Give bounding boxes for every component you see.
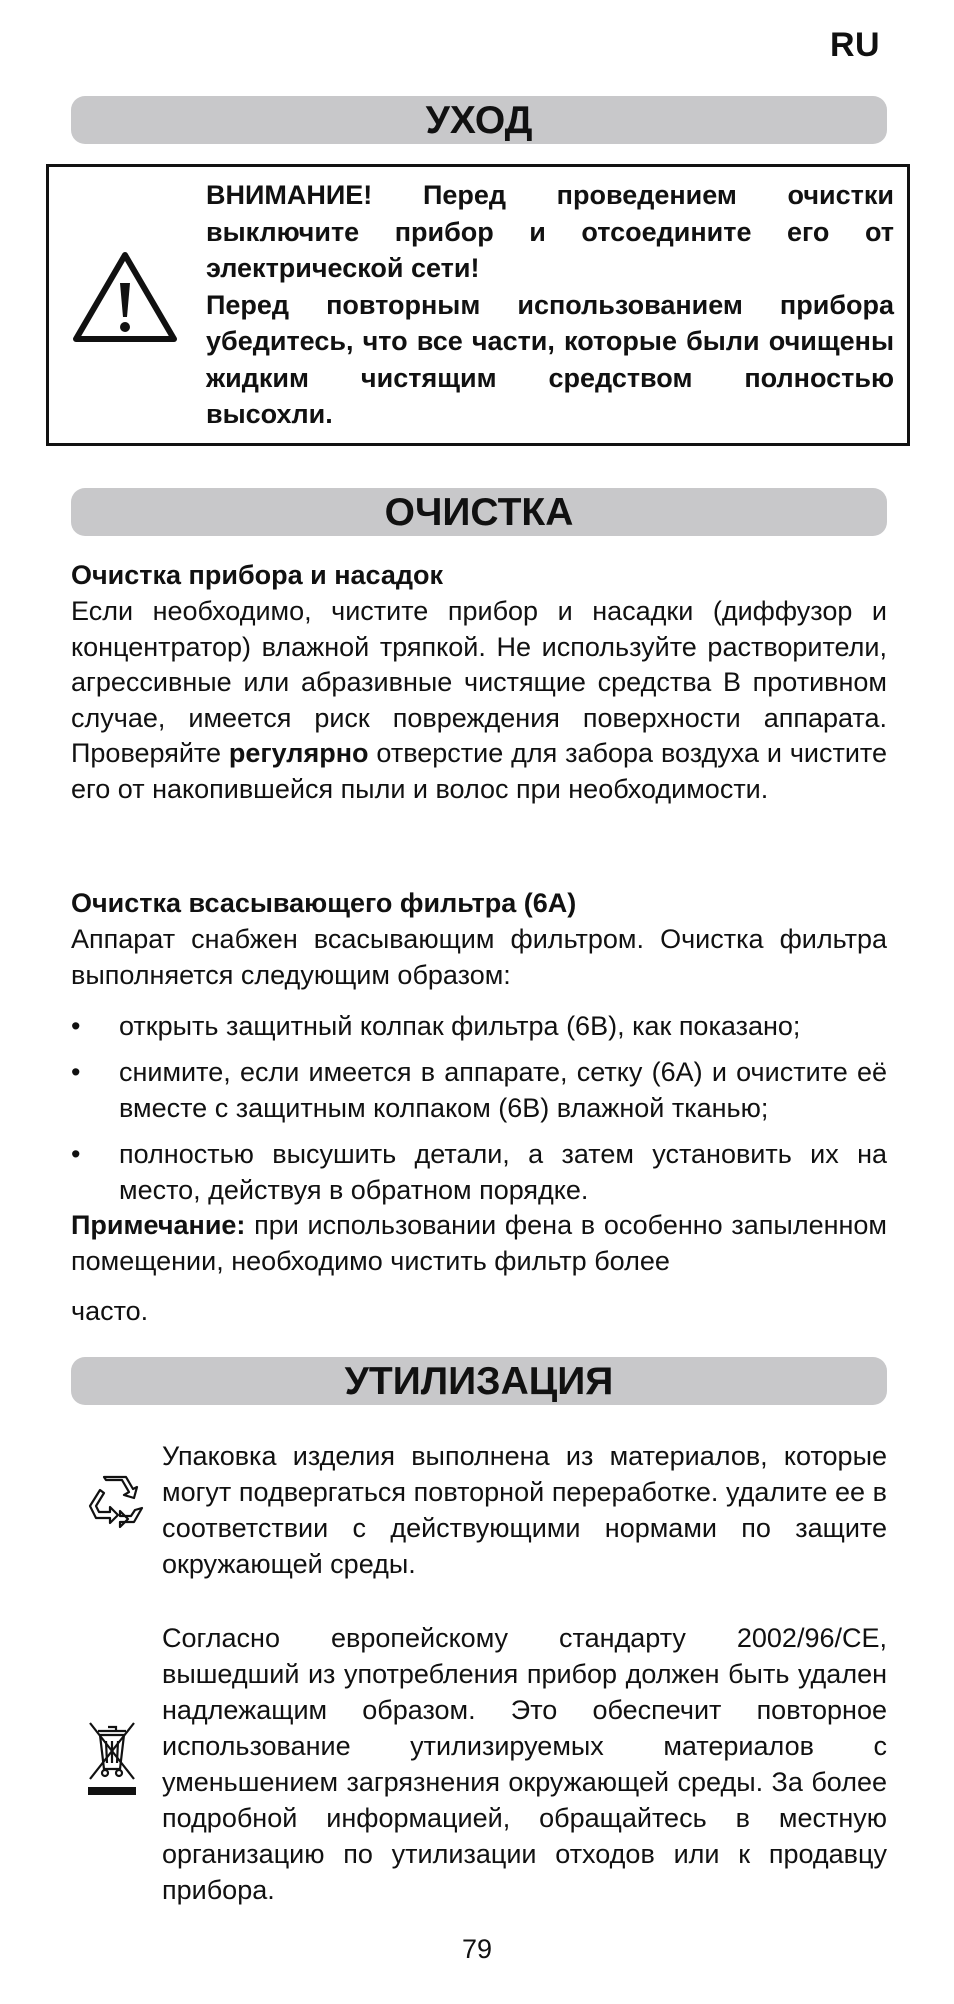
list-item-text: полностью высушить детали, а затем установить их на место, действуя в обратном порядке. (119, 1139, 887, 1205)
section-title-disposal: УТИЛИЗАЦИЯ (71, 1357, 887, 1405)
list-item-text: открыть защитный колпак фильтра (6B), как показано; (119, 1011, 801, 1041)
warning-line-2: Перед повторным использованием прибора убедитесь, что все части, которые были очищены жидким чистящим средством полностью высохли. (206, 289, 894, 429)
device-cleaning-text-end: отверстие для забора воздуха и чистите его от накопившейся пыли и волос при необходимости. (71, 738, 887, 804)
subheading-filter-cleaning: Очистка всасывающего фильтра (6А) (71, 888, 577, 918)
bullet-icon: • (71, 1011, 81, 1041)
note-label: Примечание: (71, 1210, 246, 1240)
warning-line-1: ВНИМАНИЕ! Перед проведением очистки выключите прибор и отсоедините его от электрической сети! (206, 180, 894, 283)
packaging-paragraph: Упаковка изделия выполнена из материалов, которые могут подвергаться повторной переработке. удалите ее в соответствии с действующими нормами по защите окружающей среды. (162, 1441, 887, 1579)
filter-intro-paragraph: Аппарат снабжен всасывающим фильтром. Очистка фильтра выполняется следующим образом: (71, 924, 887, 990)
recycle-icon (84, 1474, 144, 1532)
bullet-icon: • (71, 1057, 81, 1087)
list-item (71, 1054, 887, 1126)
warning-triangle-icon (71, 249, 179, 345)
subheading-device-cleaning: Очистка прибора и насадок (71, 560, 444, 590)
page-number: 79 (461, 1934, 493, 1964)
list-item (71, 1136, 887, 1208)
emphasis-regularly: регулярно (228, 738, 369, 768)
list-item (71, 1008, 887, 1044)
list-item-text: снимите, если имеется в аппарате, сетку (6A) и очистите её вместе с защитным колпаком (6B) влажной тканью; (119, 1057, 887, 1123)
language-code: RU (830, 26, 881, 64)
device-cleaning-text: Если необходимо, чистите прибор и насадки (диффузор и концентратор) влажной тряпкой. Не используйте растворители, агрессивные или абразивные чистящие средства В противном случае, имеется риск повреждения поверхности аппарата. Проверяйте (71, 596, 887, 768)
device-cleaning-paragraph (71, 594, 887, 807)
crossed-bin-icon (86, 1719, 138, 1797)
section-title-cleaning: ОЧИСТКА (71, 488, 887, 536)
note-text: при использовании фена в особенно запыленном помещении, необходимо чистить фильтр более (71, 1210, 887, 1276)
section-title-care: УХОД (71, 96, 887, 144)
weee-paragraph: Согласно европейскому стандарту 2002/96/CE, вышедший из употребления прибор должен быть удален надлежащим образом. Это обеспечит повторное использование утилизируемых материалов с уменьшением загрязнения окружающей среды. За более подробной информацией, обращайтесь в местную организацию по утилизации отходов или к продавцу прибора. (162, 1623, 887, 1905)
bullet-icon: • (71, 1139, 81, 1169)
note-paragraph (71, 1208, 887, 1279)
warning-box (46, 164, 910, 446)
note-paragraph-end: часто. (71, 1296, 149, 1326)
warning-text (206, 177, 894, 433)
